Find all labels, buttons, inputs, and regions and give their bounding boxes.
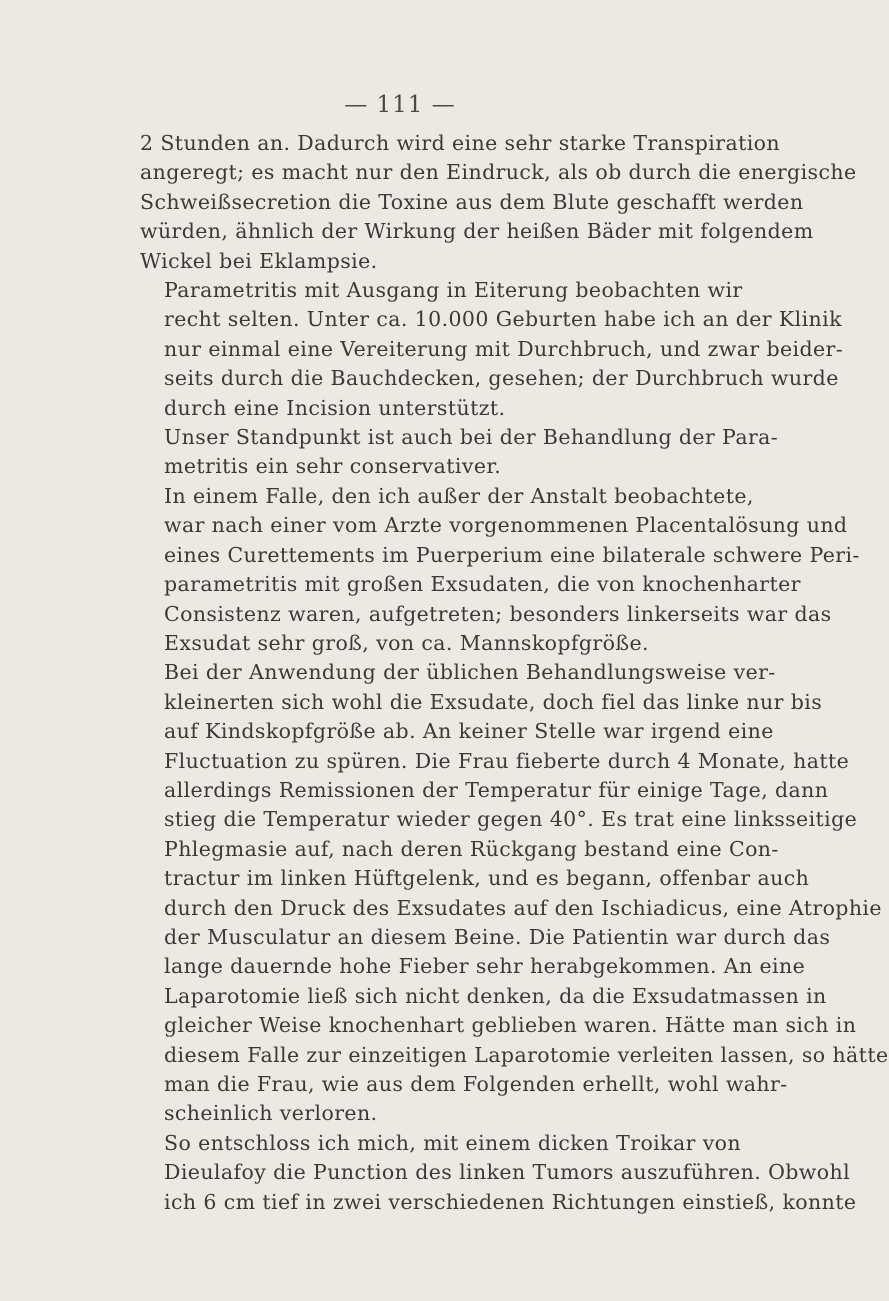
text-line: Fluctuation zu spüren. Die Frau fieberte durch 4 Monate, hatte xyxy=(164,748,850,773)
text-line: 2 Stunden an. Dadurch wird eine sehr starke Transpiration xyxy=(140,131,781,155)
text-line: Wickel bei Eklampsie. xyxy=(140,248,378,273)
text-line: gleicher Weise knochenhart geblieben waren. Hätte man sich in xyxy=(164,1013,857,1038)
text-line: stieg die Temperatur wieder gegen 40°. Es trat eine linksseitige xyxy=(164,807,858,832)
text-line: scheinlich verloren. xyxy=(164,1101,378,1126)
text-line: In einem Falle, den ich außer der Anstalt beobachtete, xyxy=(164,483,754,508)
text-line: eines Curettements im Puerperium eine bilaterale schwere Peri- xyxy=(164,542,860,567)
text-line: kleinerten sich wohl die Exsudate, doch fiel das linke nur bis xyxy=(164,689,823,714)
text-line: allerdings Remissionen der Temperatur für einige Tage, dann xyxy=(164,777,829,802)
text-line: metritis ein sehr conservativer. xyxy=(164,454,502,479)
text-line: Phlegmasie auf, nach deren Rückgang bestand eine Con- xyxy=(164,836,779,861)
text-line: Parametritis mit Ausgang in Eiterung beobachten wir xyxy=(164,278,743,303)
text-line: ich 6 cm tief in zwei verschiedenen Richtungen einstieß, konnte xyxy=(164,1189,857,1214)
paragraph xyxy=(140,129,857,276)
text-line: war nach einer vom Arzte vorgenommenen Placentalösung und xyxy=(164,513,848,538)
text-line: auf Kindskopfgröße ab. An keiner Stelle war irgend eine xyxy=(164,719,774,744)
text-line: angeregt; es macht nur den Eindruck, als ob durch die energische xyxy=(140,160,857,185)
text-line: durch eine Incision unterstützt. xyxy=(164,395,506,420)
text-line: man die Frau, wie aus dem Folgenden erhellt, wohl wahr- xyxy=(164,1072,788,1096)
text-line: der Musculatur an diesem Beine. Die Patientin war durch das xyxy=(164,924,831,949)
text-line: nur einmal eine Vereiterung mit Durchbruch, und zwar beider- xyxy=(164,336,844,361)
text-line: würden, ähnlich der Wirkung der heißen Bäder mit folgendem xyxy=(140,219,814,244)
page-number: — 111 — xyxy=(344,92,456,118)
text-line: So entschloss ich mich, mit einem dicken Troikar von xyxy=(164,1130,742,1155)
text-line: seits durch die Bauchdecken, gesehen; der Durchbruch wurde xyxy=(164,366,839,391)
text-line: tractur im linken Hüftgelenk, und es begann, offenbar auch xyxy=(164,866,810,891)
text-line: Exsudat sehr groß, von ca. Mannskopfgröße. xyxy=(164,630,649,655)
text-line: Bei der Anwendung der üblichen Behandlungsweise ver- xyxy=(164,660,776,685)
paragraph xyxy=(140,276,844,423)
text-line: Dieulafoy die Punction des linken Tumors auszuführen. Obwohl xyxy=(164,1160,851,1185)
text-line: Schweißsecretion die Toxine aus dem Blute geschafft werden xyxy=(140,189,804,214)
paragraph xyxy=(140,423,779,482)
text-line: parametritis mit großen Exsudaten, die von knochenharter xyxy=(164,572,801,597)
paragraph xyxy=(140,1129,857,1217)
text-line: Laparotomie ließ sich nicht denken, da die Exsudatmassen in xyxy=(164,983,827,1008)
text-line: Unser Standpunkt ist auch bei der Behandlung der Para- xyxy=(164,425,779,450)
text-line: durch den Druck des Exsudates auf den Ischiadicus, eine Atrophie xyxy=(164,895,882,920)
text-line: recht selten. Unter ca. 10.000 Geburten habe ich an der Klinik xyxy=(164,307,842,332)
text-line: Consistenz waren, aufgetreten; besonders linkerseits war das xyxy=(164,601,832,626)
paragraph xyxy=(140,658,889,1129)
text-line: diesem Falle zur einzeitigen Laparotomie verleiten lassen, so hätte xyxy=(164,1042,889,1067)
body-text xyxy=(140,129,889,1217)
text-line: lange dauernde hohe Fieber sehr herabgekommen. An eine xyxy=(164,954,806,979)
paragraph xyxy=(140,482,860,658)
